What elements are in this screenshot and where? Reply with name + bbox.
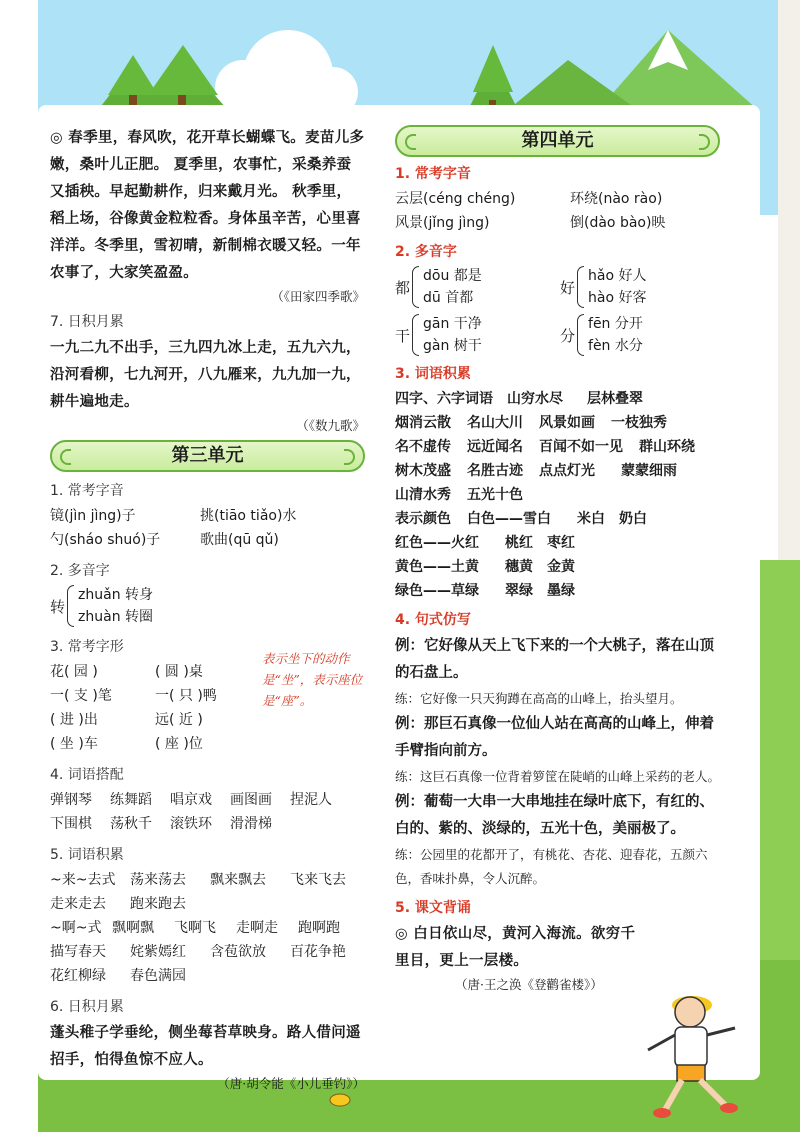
unit3-s6-heading: 6. 日积月累	[50, 999, 124, 1015]
polyphone-group	[560, 265, 710, 309]
unit3-s2-heading: 2. 多音字	[50, 563, 110, 579]
left-column	[50, 125, 365, 1092]
word: 群山环绕	[639, 439, 695, 455]
word: 荡来荡去	[130, 872, 186, 888]
word: 名不虚传	[395, 439, 451, 455]
phrase: 下围棋	[50, 816, 92, 832]
word: 百闻不如一见	[539, 439, 623, 455]
word-row	[395, 531, 720, 555]
word: 百花争艳	[290, 944, 346, 960]
polyphone-line: zhuǎn 转身	[78, 587, 154, 603]
glyph-item: ( 圆 )桌	[155, 664, 203, 680]
word: 枣红	[547, 535, 575, 551]
glyph-note: 表示坐下的动作是“坐”，表示座位是“座”。	[262, 651, 363, 708]
polyphone-line: fēn 分开	[588, 316, 643, 332]
brace-icon	[67, 585, 74, 627]
word: 飘啊飘	[112, 920, 154, 936]
unit3-s3-heading: 3. 常考字形	[50, 639, 124, 655]
word-row	[395, 483, 720, 507]
polyphone-char: 好	[560, 278, 576, 297]
polyphone-group	[395, 265, 560, 309]
example-sentence: 例：它好像从天上飞下来的一个大桃子，落在山顶的石盘上。	[395, 638, 714, 681]
word: 奶白	[619, 511, 647, 527]
word: 五光十色	[467, 487, 523, 503]
brace-icon	[577, 266, 584, 308]
word: 风景如画	[539, 415, 595, 431]
polyphone-line: fèn 水分	[588, 338, 643, 354]
word: 描写春天	[50, 944, 106, 960]
unit4-banner	[395, 125, 720, 157]
word: 白色——雪白	[467, 511, 551, 527]
page-edge-left	[0, 0, 38, 1132]
word: 墨绿	[547, 583, 575, 599]
pinyin-item: 勺(sháo shuó)子	[50, 532, 161, 548]
word: 表示颜色	[395, 511, 451, 527]
word: 红色——火红	[395, 535, 479, 551]
word-row	[395, 411, 720, 435]
word: 飘来飘去	[210, 872, 266, 888]
word: 名胜古迹	[467, 463, 523, 479]
word: ~啊~式	[50, 920, 102, 936]
unit3-s6-poem: 蓬头稚子学垂纶，侧坐莓苔草映身。路人借问遥招手，怕得鱼惊不应人。	[50, 1025, 361, 1068]
word-row	[395, 555, 720, 579]
word-row	[395, 435, 720, 459]
unit4-s2-heading: 2. 多音字	[395, 244, 457, 260]
word: 翠绿	[505, 583, 533, 599]
polyphone-line: dū 首都	[423, 290, 474, 306]
phrase: 画图画	[230, 792, 272, 808]
word: 点点灯光	[539, 463, 595, 479]
word: 远近闻名	[467, 439, 523, 455]
practice-sentence: 练：它好像一只天狗蹲在高高的山峰上，抬头望月。	[395, 691, 683, 706]
word: 穗黄	[505, 559, 533, 575]
unit3-s1-row	[50, 528, 365, 552]
word: 跑啊跑	[298, 920, 340, 936]
polyphone-line: hǎo 好人	[588, 268, 647, 284]
glyph-item: 一( 只 )鸭	[155, 688, 217, 704]
glyph-row	[50, 732, 365, 756]
word: 姹紫嫣红	[130, 944, 186, 960]
intro-source: （《田家四季歌》	[271, 289, 365, 304]
polyphone-char: 分	[560, 326, 576, 345]
unit3-title: 第三单元	[171, 445, 244, 466]
practice-sentence: 练：公园里的花都开了，有桃花、杏花、迎春花，五颜六色，香味扑鼻，令人沉醉。	[395, 847, 708, 886]
right-column	[395, 125, 720, 993]
polyphone-group	[50, 584, 153, 628]
word-row	[50, 940, 365, 964]
unit4-s5-poem: ◎ 白日依山尽，黄河入海流。欲穷千里目，更上一层楼。	[395, 926, 636, 969]
phrase-row	[50, 788, 365, 812]
polyphone-line: dōu 都是	[423, 268, 482, 284]
glyph-item: ( 座 )位	[155, 736, 203, 752]
word: 飞来飞去	[290, 872, 346, 888]
unit4-title: 第四单元	[521, 130, 594, 151]
polyphone-char: 都	[395, 278, 411, 297]
banner-curl-left-icon	[405, 134, 416, 150]
word: 山穷水尽	[507, 391, 563, 407]
unit3-s1-row	[50, 504, 365, 528]
polyphone-char: 干	[395, 326, 411, 345]
word-row	[50, 916, 365, 940]
word: ~来~去式	[50, 872, 116, 888]
word: 桃红	[505, 535, 533, 551]
brace-icon	[412, 314, 419, 356]
example-sentence: 例：葡萄一大串一大串地挂在绿叶底下，有红的、白的、紫的、淡绿的，五光十色，美丽极了。	[395, 794, 714, 837]
phrase: 捏泥人	[290, 792, 332, 808]
unit4-s1-row	[395, 187, 720, 211]
sec7-heading: 7. 日积月累	[50, 314, 124, 330]
phrase: 练舞蹈	[110, 792, 152, 808]
unit3-banner	[50, 440, 365, 472]
brace-icon	[577, 314, 584, 356]
word: 烟消云散	[395, 415, 451, 431]
pinyin-item: 云层(céng chéng)	[395, 191, 516, 207]
running-child-illustration	[630, 980, 760, 1125]
glyph-item: 花( 园 )	[50, 664, 98, 680]
banner-curl-left-icon	[60, 449, 71, 465]
word: 含苞欲放	[210, 944, 266, 960]
word: 名山大川	[467, 415, 523, 431]
glyph-item: 远( 近 )	[155, 712, 203, 728]
unit4-s5-source: （唐·王之涣《登鹳雀楼》）	[455, 977, 603, 992]
phrase: 荡秋千	[110, 816, 152, 832]
word: 绿色——草绿	[395, 583, 479, 599]
word-row	[50, 964, 365, 988]
banner-curl-right-icon	[699, 134, 710, 150]
pinyin-item: 挑(tiāo tiǎo)水	[200, 508, 297, 524]
example-sentence: 例：那巨石真像一位仙人站在高高的山峰上，伸着手臂指向前方。	[395, 716, 714, 759]
phrase: 滑滑梯	[230, 816, 272, 832]
unit4-s4-heading: 4. 句式仿写	[395, 612, 471, 628]
word-row	[395, 459, 720, 483]
word-row	[395, 387, 720, 411]
polyphone-line: gān 干净	[423, 316, 482, 332]
polyphone-char: 转	[50, 597, 66, 616]
glyph-item: 一( 支 )笔	[50, 688, 112, 704]
word: 蒙蒙细雨	[621, 463, 677, 479]
phrase: 唱京戏	[170, 792, 212, 808]
word: 树木茂盛	[395, 463, 451, 479]
brace-icon	[412, 266, 419, 308]
glyph-item: ( 坐 )车	[50, 736, 98, 752]
pinyin-item: 风景(jǐng jìng)	[395, 215, 490, 231]
word-row	[395, 507, 720, 531]
word: 花红柳绿	[50, 968, 106, 984]
unit4-s5-heading: 5. 课文背诵	[395, 900, 471, 916]
polyphone-group	[560, 313, 710, 357]
word-row	[395, 579, 720, 603]
phrase-row	[50, 812, 365, 836]
word: 走啊走	[236, 920, 278, 936]
word-row	[50, 892, 365, 916]
word: 山清水秀	[395, 487, 451, 503]
polyphone-grid	[395, 265, 720, 357]
word: 飞啊飞	[174, 920, 216, 936]
word: 一枝独秀	[611, 415, 667, 431]
phrase: 滚铁环	[170, 816, 212, 832]
phrase: 弹钢琴	[50, 792, 92, 808]
unit3-s4-heading: 4. 词语搭配	[50, 767, 124, 783]
pinyin-item: 歌曲(qū qǔ)	[200, 532, 279, 548]
unit3-s5-heading: 5. 词语积累	[50, 847, 124, 863]
leaf-icon	[328, 1092, 352, 1108]
unit4-s3-heading: 3. 词语积累	[395, 366, 471, 382]
practice-sentence: 练：这巨石真像一位背着箩筐在陡峭的山峰上采药的老人。	[395, 769, 721, 784]
sec7-text: 一九二九不出手，三九四九冰上走，五九六九，沿河看柳，七九河开，八九雁来，九九加一九，耕牛遍地走。	[50, 340, 361, 410]
word: 走来走去	[50, 896, 106, 912]
polyphone-line: gàn 树干	[423, 338, 482, 354]
unit3-s6-source: （唐·胡令能《小儿垂钓》）	[217, 1076, 365, 1091]
intro-poem: ◎ 春季里，春风吹，花开草长蝴蝶飞。麦苗儿多嫩，桑叶儿正肥。 夏季里，农事忙，采桑养蚕又插秧。早起勤耕作，归来戴月光。 秋季里，稻上场，谷像黄金粒粒香。身体虽辛苦，心里喜洋洋。冬季里，雪初晴，新制棉衣暖又轻。一年农事了，大家笑盈盈。	[50, 130, 365, 281]
word: 层林叠翠	[587, 391, 643, 407]
unit4-s1-row	[395, 211, 720, 235]
word: 四字、六字词语	[395, 391, 493, 407]
glyph-item: ( 进 )出	[50, 712, 98, 728]
glyph-row	[50, 708, 365, 732]
polyphone-group	[395, 313, 560, 357]
unit3-s1-heading: 1. 常考字音	[50, 483, 124, 499]
pinyin-item: 倒(dào bào)映	[570, 215, 666, 231]
polyphone-line: zhuàn 转圈	[78, 609, 154, 625]
banner-curl-right-icon	[344, 449, 355, 465]
sec7-source: （《数九歌》	[296, 418, 365, 433]
unit4-s1-heading: 1. 常考字音	[395, 166, 471, 182]
polyphone-line: hào 好客	[588, 290, 647, 306]
word-row	[50, 868, 365, 892]
word: 黄色——土黄	[395, 559, 479, 575]
word: 春色满园	[130, 968, 186, 984]
word: 跑来跑去	[130, 896, 186, 912]
page-edge-right	[778, 0, 800, 560]
word: 金黄	[547, 559, 575, 575]
pinyin-item: 环绕(nào rào)	[570, 191, 663, 207]
pinyin-item: 镜(jìn jìng)子	[50, 508, 136, 524]
word: 米白	[577, 511, 605, 527]
